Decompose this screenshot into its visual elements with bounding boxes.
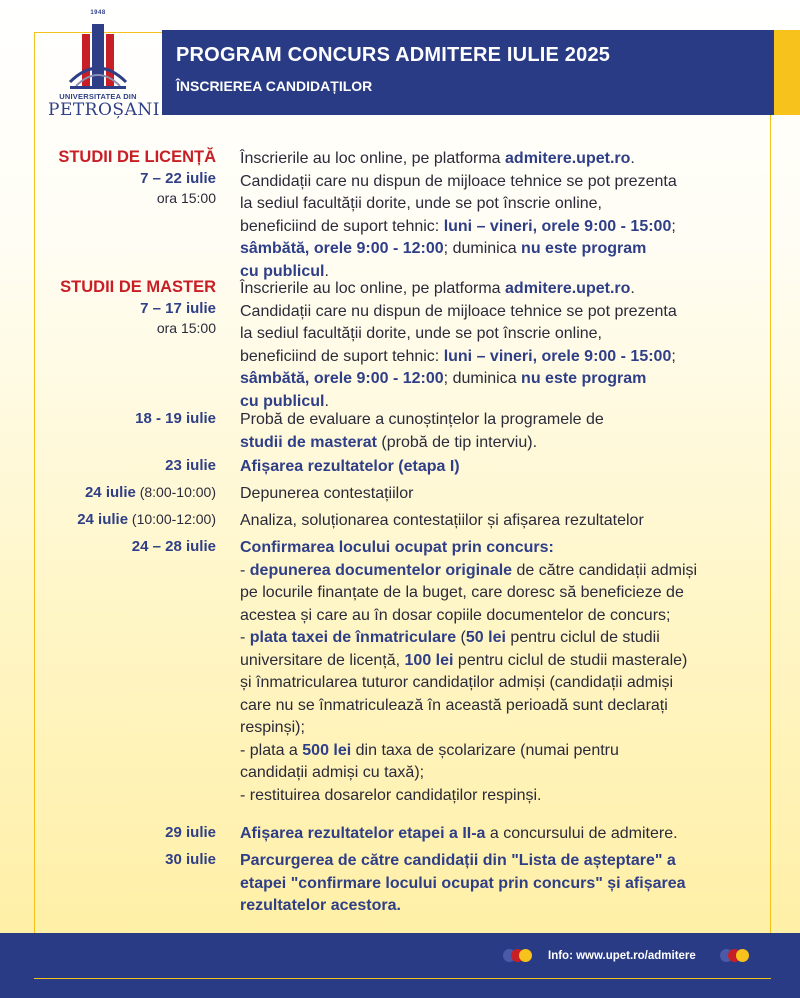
evaluare-date: 18 - 19 iulie bbox=[135, 410, 216, 427]
rezultate2-text: Afișarea rezultatelor etapei a II-a a concursului de admitere. bbox=[240, 825, 678, 842]
licenta-text: Înscrierile au loc online, pe platforma admitere.upet.ro. Candidații care nu dispun de mijloace tehnice se pot prezenta la sediul facultății dorite, unde se pot înscrie online, beneficiind de suport tehnic: luni – vineri, orele 9:00 - 15:00; sâmbătă, orele 9:00 - 12:00; duminica nu este program cu publicul. bbox=[240, 150, 677, 280]
master-text: Înscrierile au loc online, pe platforma admitere.upet.ro. Candidații care nu dispun de mijloace tehnice se pot prezenta la sediul facultății dorite, unde se pot înscrie online, beneficiind de suport tehnic: luni – vineri, orele 9:00 - 15:00; sâmbătă, orele 9:00 - 12:00; duminica nu este program cu publicul. bbox=[240, 280, 677, 410]
rezultate1-text: Afișarea rezultatelor (etapa I) bbox=[240, 458, 460, 475]
licenta-heading: STUDII DE LICENȚĂ bbox=[58, 148, 216, 166]
footer-bar bbox=[0, 933, 800, 998]
logo-emblem-icon bbox=[48, 16, 148, 98]
master-time: ora 15:00 bbox=[156, 320, 216, 336]
page-subtitle: ÎNSCRIEREA CANDIDAȚILOR bbox=[176, 78, 373, 94]
header-bar bbox=[162, 30, 774, 115]
licenta-dates: 7 – 22 iulie bbox=[140, 170, 216, 187]
logo-year: 1948 bbox=[90, 10, 106, 16]
asteptare-date: 30 iulie bbox=[165, 851, 216, 868]
header-gold-accent bbox=[774, 30, 800, 115]
platform-link: admitere.upet.ro bbox=[505, 150, 631, 167]
dots-left-icon bbox=[503, 949, 539, 963]
analiza-text: Analiza, soluționarea contestațiilor și afișarea rezultatelor bbox=[240, 512, 644, 529]
logo-university-text: UNIVERSITATEA DIN bbox=[59, 92, 137, 101]
evaluare-text: Probă de evaluare a cunoștințelor la programele de studii de masterat (probă de tip interviu). bbox=[240, 411, 604, 451]
master-dates: 7 – 17 iulie bbox=[140, 300, 216, 317]
licenta-time: ora 15:00 bbox=[156, 190, 216, 206]
logo-city-text: PETROȘANI bbox=[48, 100, 160, 120]
analiza-date: 24 iulie (10:00-12:00) bbox=[77, 511, 216, 528]
master-heading: STUDII DE MASTER bbox=[60, 278, 216, 296]
contestatii-text: Depunerea contestațiilor bbox=[240, 485, 414, 502]
page-title: PROGRAM CONCURS ADMITERE IULIE 2025 bbox=[176, 44, 611, 66]
confirmare-date: 24 – 28 iulie bbox=[131, 538, 216, 555]
rezultate1-date: 23 iulie bbox=[165, 457, 216, 474]
contestatii-date: 24 iulie (8:00-10:00) bbox=[84, 484, 216, 501]
confirmare-text: Confirmarea locului ocupat prin concurs: - depunerea documentelor originale de către candidații admiși pe locurile finanțate de la buget, care doresc să beneficieze de acestea și care au în dosar copiile documentelor de concurs; - plata taxei de înmatriculare (50 lei pentru ciclul de studii universitare de licență, 100 lei pentru ciclul de studii masterale) și înmatricularea tuturor candidaților admiși (candidații admiși care nu se înmatriculează în această perioadă sunt declarați respinși); - plata a 500 lei din taxa de școlarizare (numai pentru candidații admiși cu taxă); - restituirea dosarelor candidaților respinși. bbox=[240, 539, 698, 804]
dots-right-icon bbox=[720, 949, 756, 963]
footer-gold-line bbox=[34, 978, 771, 979]
rezultate2-date: 29 iulie bbox=[165, 824, 216, 841]
footer-info-link[interactable]: Info: www.upet.ro/admitere bbox=[548, 950, 696, 962]
asteptare-text: Parcurgerea de către candidații din "Lista de așteptare" a etapei "confirmare locului ocupat prin concurs" și afișarea rezultatelor acestora. bbox=[240, 852, 686, 914]
